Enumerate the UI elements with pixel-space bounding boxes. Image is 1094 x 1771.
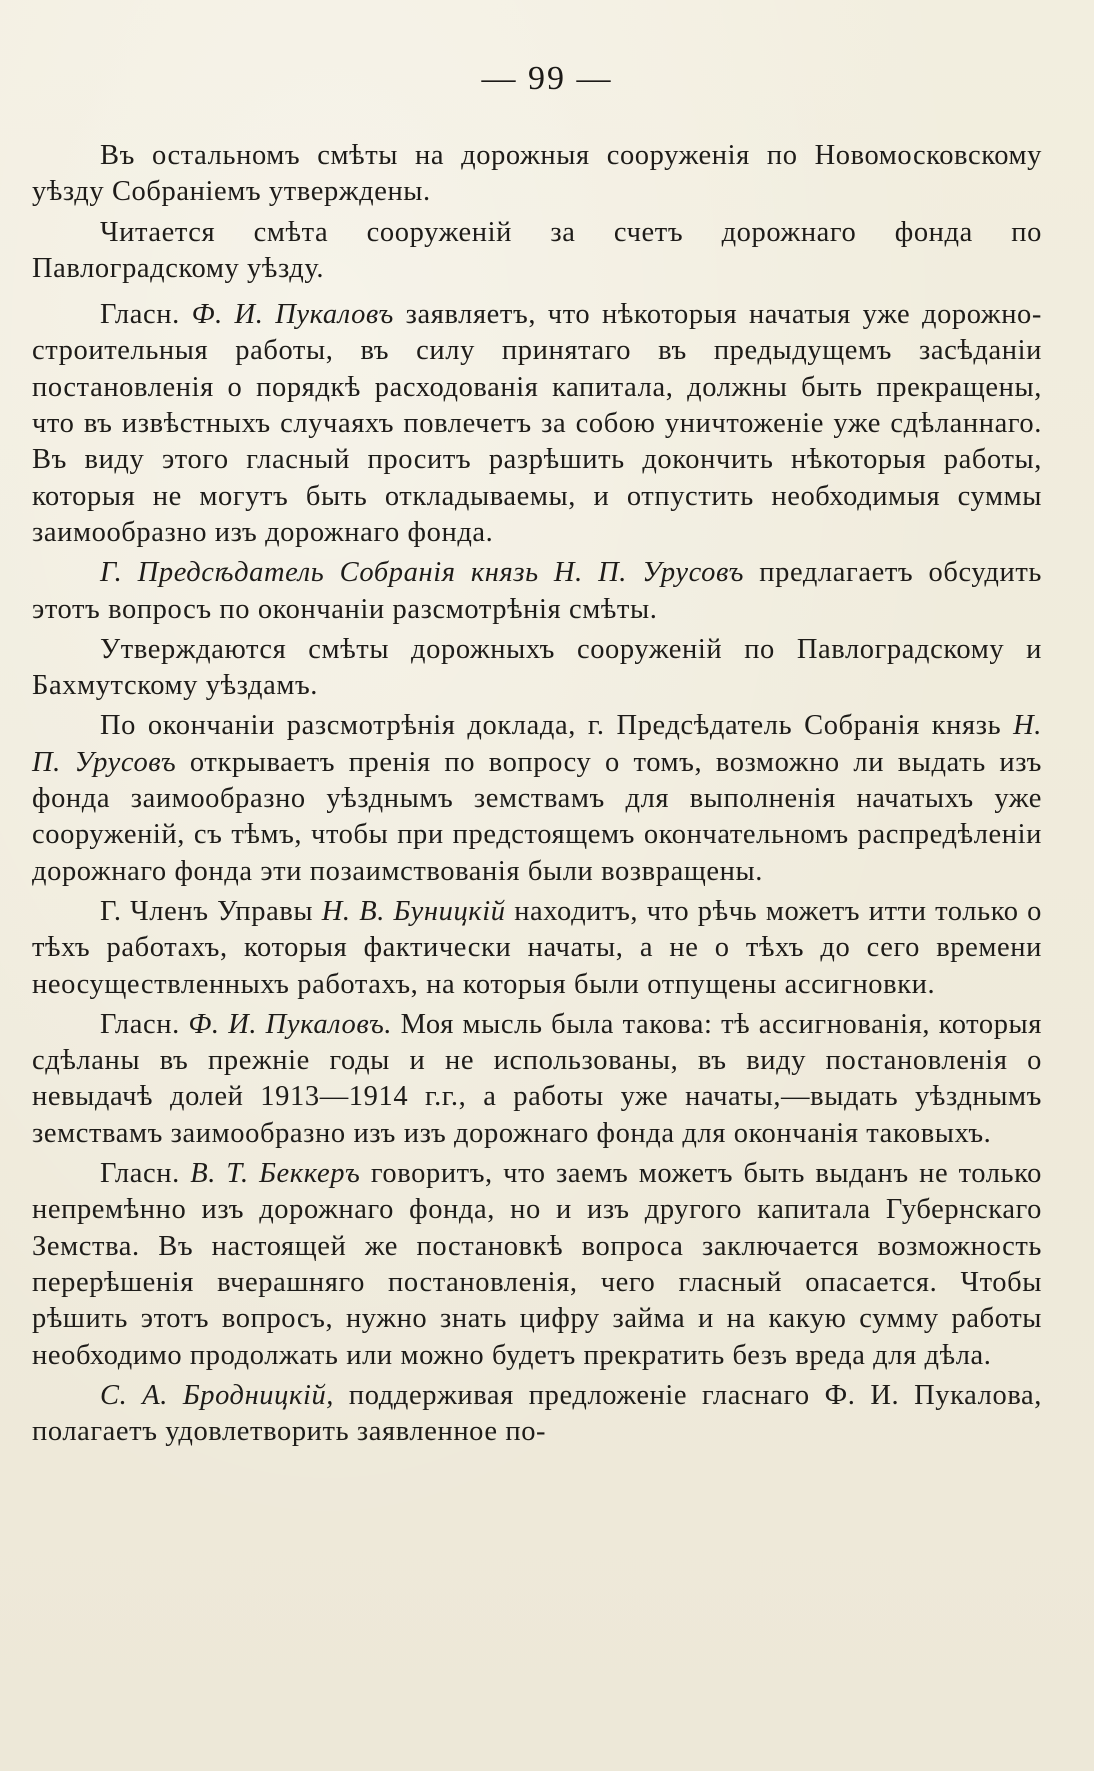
paragraph-text: Читается смѣта сооруженій за счетъ дорожнаго фонда по Павлоградскому уѣзду.	[32, 216, 1042, 284]
paragraph-text: открываетъ пренія по вопросу о томъ, возможно ли выдать изъ фонда заимообразно уѣзднымъ земствамъ для выполненія начатыхъ уже сооруженій, съ тѣмъ, чтобы при предстоящемъ окончательномъ распредѣленіи дорожнаго фонда эти позаимствованія были возвращены.	[32, 746, 1042, 887]
paragraph	[32, 1156, 1042, 1374]
paragraph	[32, 1378, 1042, 1451]
speaker-name: Н. П. Урусовъ	[32, 710, 1042, 778]
body-text	[32, 138, 1042, 1454]
paragraph-text: Утверждаются смѣты дорожныхъ сооруженій по Павлоградскому и Бахмутскому уѣздамъ.	[32, 633, 1042, 702]
speaker-name: Н. В. Буницкій	[321, 895, 506, 927]
paragraph-text: находитъ, что рѣчь можетъ итти только о тѣхъ работахъ, которыя фактически начаты, а не о тѣхъ до сего времени неосуществленныхъ работахъ, на которыя были отпущены ассигновки.	[32, 895, 1042, 1000]
speaker-name: Ф. И. Пукаловъ.	[188, 1008, 393, 1040]
paragraph	[32, 1007, 1042, 1152]
paragraph	[32, 894, 1042, 1003]
paragraph-text: По окончаніи разсмотрѣнія доклада, г. Предсѣдатель Собранія князь	[100, 710, 1014, 742]
paragraph-text: Въ остальномъ смѣты на дорожныя сооруженія по Новомосковскому уѣзду Собраніемъ утверждены.	[32, 140, 1042, 208]
paragraph	[32, 708, 1042, 889]
speaker-name: Г. Предсѣдатель Собранія князь Н. П. Урусовъ	[100, 557, 745, 589]
paragraph	[32, 555, 1042, 628]
paragraph	[32, 297, 1042, 551]
paragraph-text: Моя мысль была такова: тѣ ассигнованія, которыя сдѣланы въ прежніе годы и не использованы, въ виду постановленія о невыдачѣ долей 1913—1914 г.г., а работы уже начаты,—выдать уѣзднымъ земствамъ заимообразно изъ изъ дорожнаго фонда для окончанія таковыхъ.	[32, 1008, 1043, 1149]
paragraph-text: Гласн.	[100, 1158, 191, 1190]
paragraph-text: поддерживая предложеніе гласнаго Ф. И. Пукалова, полагаетъ удовлетворить заявленное по-	[32, 1379, 1043, 1448]
paragraph-text: предлагаетъ обсудить этотъ вопросъ по окончаніи разсмотрѣнія смѣты.	[32, 557, 1042, 625]
speaker-name: С. А. Бродницкій,	[100, 1379, 335, 1411]
paragraph	[32, 632, 1042, 705]
paragraph	[32, 138, 1042, 211]
paragraph-text: заявляетъ, что нѣкоторыя начатыя уже дорожно-строительныя работы, въ силу принятаго въ предыдущемъ засѣданіи постановленія о порядкѣ расходованія капитала, должны быть прекращены, что въ извѣстныхъ случаяхъ повлечетъ за собою уничтоженіе уже сдѣланнаго. Въ виду этого гласный проситъ разрѣшить докончить нѣкоторыя работы, которыя не могутъ быть откладываемы, и отпустить необходимыя суммы заимообразно изъ дорожнаго фонда.	[32, 299, 1043, 548]
paragraph	[32, 215, 1042, 288]
speaker-name: Ф. И. Пукаловъ	[191, 299, 394, 331]
paragraph-text: Г. Членъ Управы	[100, 895, 322, 927]
paragraph-text: Гласн.	[100, 299, 192, 331]
paragraph-text: говоритъ, что заемъ можетъ быть выданъ не только непремѣнно изъ дорожнаго фонда, но и изъ другого капитала Губернскаго Земства. Въ настоящей же постановкѣ вопроса заключается возможность перерѣшенія вчерашняго постановленія, чего гласный опасается. Чтобы рѣшить этотъ вопросъ, нужно знать цифру займа и на какую сумму работы необходимо продолжать или можно будетъ прекратить безъ вреда для дѣла.	[32, 1158, 1042, 1371]
paragraph-text: Гласн.	[100, 1008, 189, 1040]
speaker-name: В. Т. Беккеръ	[190, 1158, 361, 1190]
page-number: — 99 —	[481, 60, 613, 97]
